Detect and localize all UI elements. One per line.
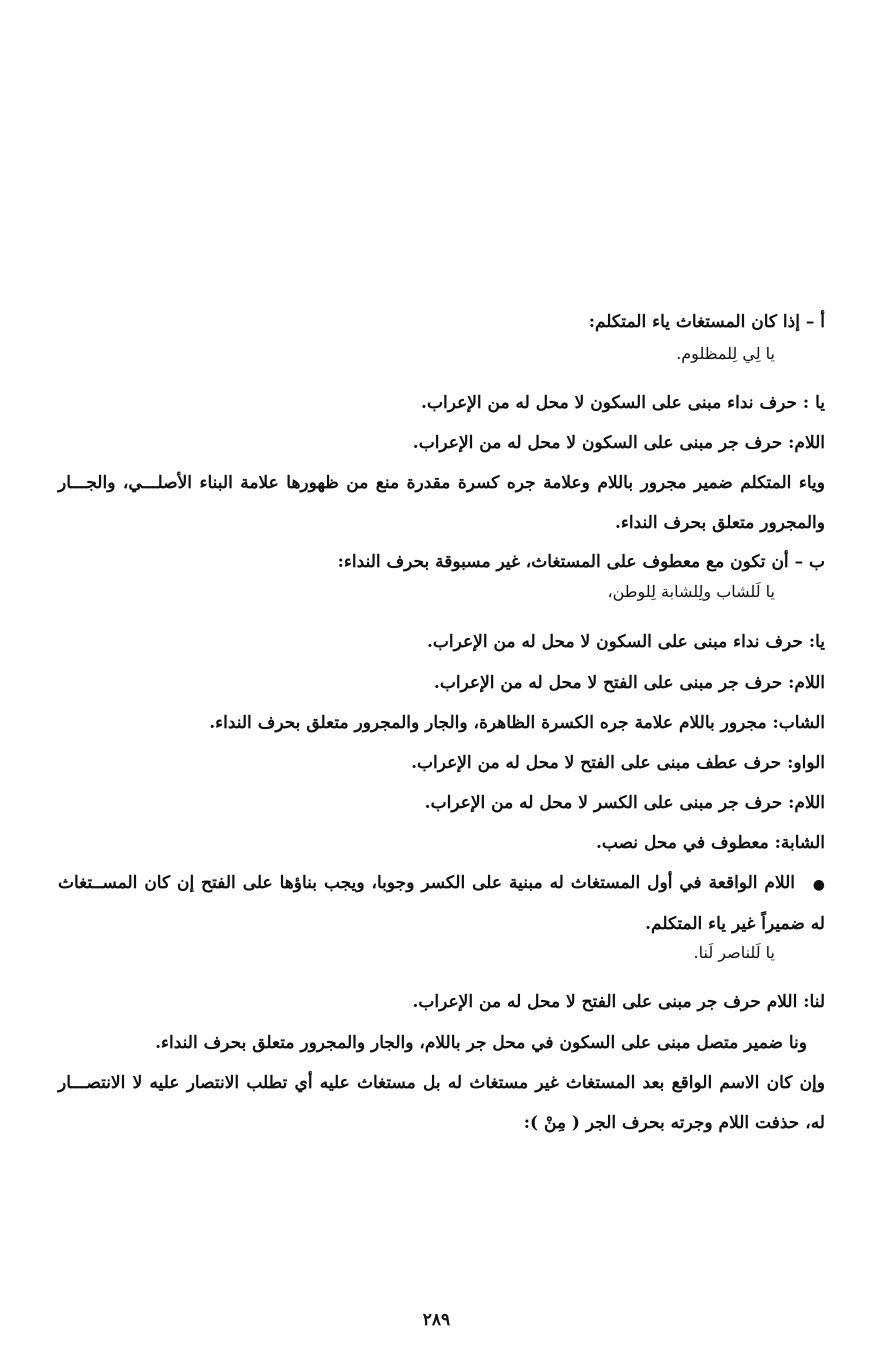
bullet-icon: ● xyxy=(812,877,825,893)
text-line: اللام: حرف جر مبنى على الفتح لا محل له من الإعراب. xyxy=(433,673,825,693)
text-line: ونا ضمير متصل مبنى على السكون في محل جر باللام، والجار والمجرور متعلق بحرف النداء. xyxy=(155,1033,807,1053)
section-heading-a: أ – إذا كان المستغاث ياء المتكلم: xyxy=(588,312,825,332)
text-line: له، حذفت اللام وجرته بحرف الجر ( مِنْ ): xyxy=(523,1113,825,1133)
bullet-text-line: له ضميراً غير ياء المتكلم. xyxy=(645,914,825,934)
example-3: يا لَلناصر لَنا. xyxy=(693,943,775,962)
page-number: ٢٨٩ xyxy=(422,1310,451,1330)
text-line: الشاب: مجرور باللام علامة جره الكسرة الظاهرة، والجار والمجرور متعلق بحرف النداء. xyxy=(209,713,825,733)
text-line: لنا: اللام حرف جر مبنى على الفتح لا محل له من الإعراب. xyxy=(412,992,825,1012)
example-1: يا لِي لِلمظلوم. xyxy=(676,344,775,363)
text-line: اللام: حرف جر مبنى على الكسر لا محل له من الإعراب. xyxy=(424,793,825,813)
text-line: يا : حرف نداء مبنى على السكون لا محل له من الإعراب. xyxy=(421,393,825,413)
text-line: الواو: حرف عطف مبنى على الفتح لا محل له من الإعراب. xyxy=(411,753,825,773)
example-2: يا لَلشاب ولِلشابة لِلوطن، xyxy=(607,582,775,601)
text-line: يا: حرف نداء مبنى على السكون لا محل له من الإعراب. xyxy=(426,632,825,652)
text-line: وياء المتكلم ضمير مجرور باللام وعلامة جره كسرة مقدرة منع من ظهورها علامة البناء الأصلـــي، والجـــار xyxy=(58,473,825,493)
text-line: والمجرور متعلق بحرف النداء. xyxy=(614,513,825,533)
bullet-text-line: اللام الواقعة في أول المستغاث له مبنية على الكسر وجوبا، ويجب بناؤها على الفتح إن كان المســتغاث xyxy=(58,873,795,893)
text-line: اللام: حرف جر مبنى على السكون لا محل له من الإعراب. xyxy=(412,433,825,453)
section-heading-b: ب – أن تكون مع معطوف على المستغاث، غير مسبوقة بحرف النداء: xyxy=(337,552,825,572)
text-line: الشابة: معطوف في محل نصب. xyxy=(595,833,825,853)
text-line: وإن كان الاسم الواقع بعد المستغاث غير مستغاث له بل مستغاث عليه أي تطلب الانتصار عليه لا الانتصـــار xyxy=(58,1073,825,1093)
